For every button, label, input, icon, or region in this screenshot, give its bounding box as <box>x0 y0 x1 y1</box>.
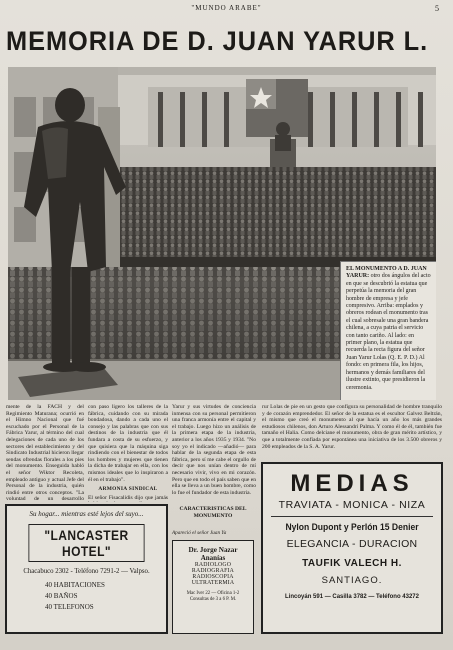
medias-company: TAUFIK VALECH H. <box>302 558 402 569</box>
lancaster-items <box>45 580 166 613</box>
lancaster-item: 40 BAÑOS <box>45 592 78 600</box>
photo-caption <box>340 261 436 400</box>
article-col2-text: con paso ligero los talleres de la fábrica, cuidando con su mirada bondadosa, dando a cada uno el consejo y las palabras que con sus destinos de la industria que él fundara a costa de su esfuerzo, y que quisiera que la máquina siga rindiendo con el bienestar de todos los hombres y mujeres que tienen la dicha de trabajar en ella, con los mismos ideales que lo inspiraron a él en el trabajo". <box>88 404 168 483</box>
ad-dr-nazar <box>172 540 254 634</box>
lancaster-name: "LANCASTER HOTEL" <box>28 524 144 562</box>
medias-nylon: Nylon Dupont y Perlón 15 Denier <box>285 522 419 532</box>
medias-address: Lincoyán 591 — Casilla 3782 — Teléfono 43272 <box>285 594 419 600</box>
article-column-1 <box>6 404 84 502</box>
article-col3-text: Yarur y sus virtudes de conciencia inmensa con su personal permitieron una franca armonía entre el capital y el trabajo. Luego hizo un análisis de la primera etapa de la industria, anterior a los años 1935 y 1934. "No soy yo el indicado —añadió— para hablar de la segunda etapa de esta fábrica, pero sí me cabe el orgullo de decir que nos unían dentro de mí necesario vivir, vivo en mi corazón. Pero que en todo el país saben que en ella se lleva a un buen hombre, como lo fue el fundador de esta industria. <box>172 404 256 496</box>
article-column-4 <box>262 404 442 460</box>
caption-title: EL MONUMENTO A D. JUAN YARUR: <box>346 266 427 280</box>
article-col2b-text: El señor Fisacalidis dijo que jamás <box>88 494 168 501</box>
nazar-line-3: RADIOSCOPIA <box>192 574 234 580</box>
caracteristicas-note: Apareció el señor Juan Ya <box>172 530 227 536</box>
lancaster-item: 40 TELEFONOS <box>45 603 94 611</box>
running-head: "MUNDO ARABE" <box>191 4 262 12</box>
nazar-line-2: RADIOGRAFIA <box>191 568 235 574</box>
lancaster-address: Chacabuco 2302 - Teléfono 7291-2 — Valpso. <box>23 568 150 575</box>
nazar-hours: Consultas de 3 a 6 P. M. <box>189 597 237 602</box>
nazar-line-4: ULTRATERMIA <box>191 580 235 586</box>
nazar-name: Dr. Jorge Nazar <box>188 546 238 554</box>
ad-medias <box>261 462 443 634</box>
lancaster-item: 40 HABITACIONES <box>45 581 105 589</box>
medias-city: SANTIAGO. <box>321 575 383 586</box>
page-number: 5 <box>435 4 439 13</box>
medias-elegancia: ELEGANCIA - DURACION <box>286 538 418 550</box>
caption-body: otro dos ángulos del acto en que se descubrió la estatua que perpetúa la memoria del gran hombre de empresa y jefe compresivo. Arriba: emplados y obreros rodean el monumento tras el cual sobresale una gran bandera chilena, a cuya patria el servicio con tanto cariño. Al lado: en primer plano, la estatua que recuerda la recta figura del señor Juan Yarur Lolas (Q. E. P. D.) Al fondo: en primera fila, los hijos, hermanos y demás familiares del ilustre extinto, que presidieron la ceremonia. <box>346 273 431 391</box>
medias-title: MEDIAS <box>290 470 414 497</box>
article-col1-text: mente de la FACH y del Regimiento Maturana; ocurrió en el Himno Nacional que fué escuchado por el Personal de la Fábrica Yarur, al término del cual delegaciones de cada uno de los sectores del establecimiento y del Sindicato Industrial hicieron llegar sendas ofrendas florales a los pies del monumento. Enseguida habló el señor Wiktor Recoleta, empleado antiguo y actual Jefe del Personal de la industria, quién rindió entre otros conceptos. "La voluntad de un desarrollo <box>6 404 84 502</box>
nazar-name-2: Ananías <box>200 554 226 562</box>
nazar-address: Mac Iver 22 — Oficina 1-2 <box>186 591 240 596</box>
subhead-caracteristicas: CARACTERISTICAS DEL MONUMENTO <box>179 506 247 519</box>
article-col4-text: rur Lolas de pie en un gesto que configura su personalidad de hombre tranquilo y de corazón emprendedor. El señor de la estatua es el escultor Galvez Beltrán, el mismo que creó el monumento al que hacía un año los más grandes estudiosos chilenos, don Arturo Alessandri Palma. Y como él de él, también fue tamaño el Halia. Como delciane el monumento, obra de gran mérito artístico, y que a totalmente confiada por espontánea una iniciativa de los 3.500 obreros y 200 empleados de la S. A. Yarur. <box>262 404 442 450</box>
article-column-3 <box>172 404 256 504</box>
article-column-2 <box>88 404 168 502</box>
medias-divider <box>271 516 433 517</box>
headline: MEMORIA DE D. JUAN YARUR L. <box>6 26 429 56</box>
article-subhead-armonia: ARMONIA SINDICAL <box>98 486 158 493</box>
nazar-line-1: RADIOLOGO <box>194 562 232 568</box>
ad-lancaster-hotel <box>5 504 168 634</box>
lancaster-tagline: Su hogar... mientras esté lejos del suyo... <box>29 510 144 518</box>
medias-brands: TRAVIATA - MONICA - NIZA <box>278 499 426 511</box>
